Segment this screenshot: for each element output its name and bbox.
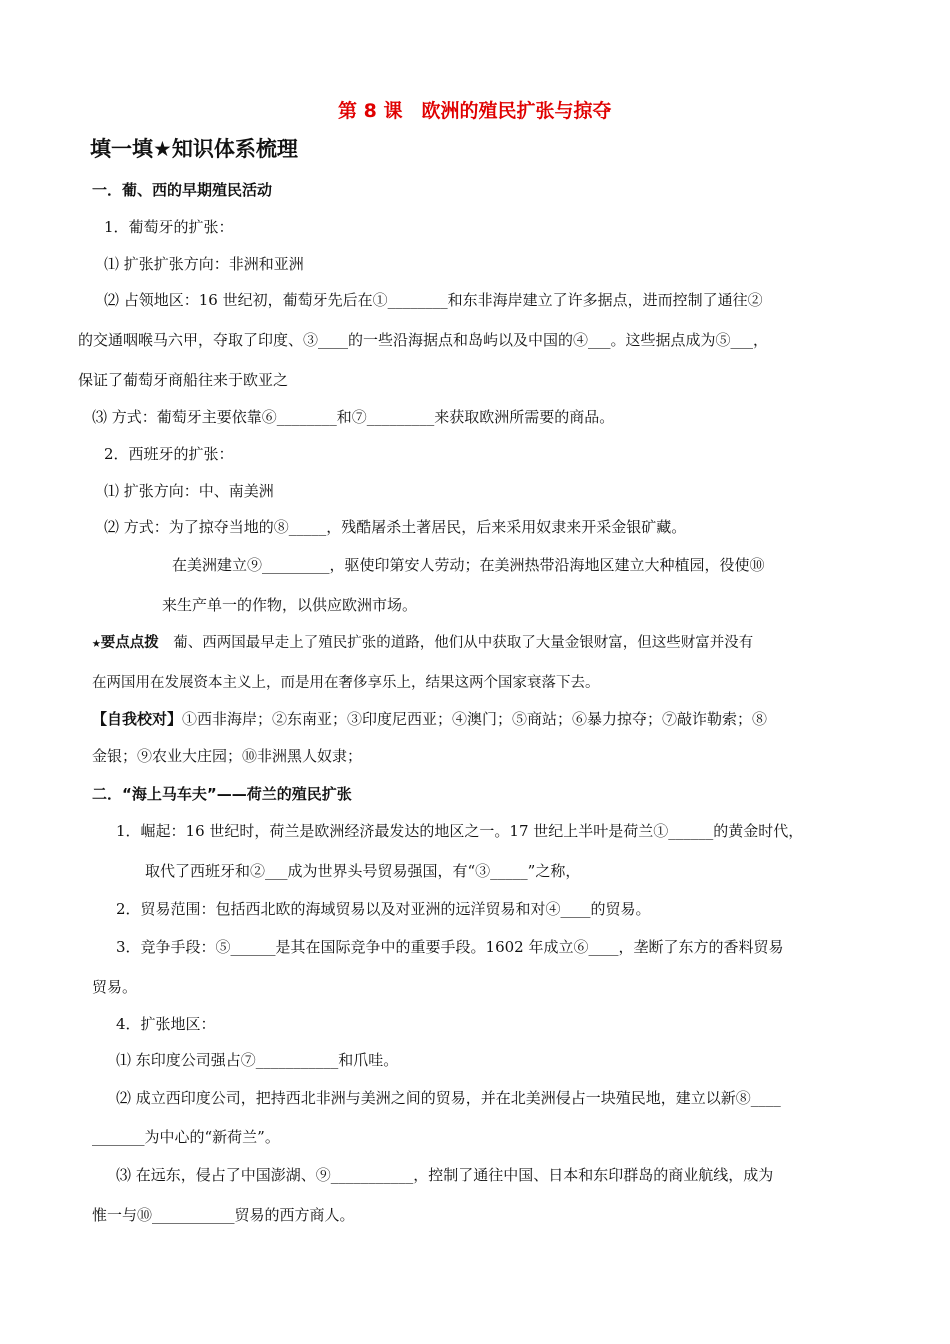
- portugal-direction: ⑴ 扩张扩张方向：非洲和亚洲: [104, 255, 304, 273]
- key-point-line-1: [92, 633, 753, 653]
- portugal-territory-line-1: ⑵ 占领地区：16 世纪初，葡萄牙先后在①________和东非海岸建立了许多据点，进而控制了通往②: [104, 291, 763, 309]
- trade-scope: 2．贸易范围：包括西北欧的海域贸易以及对亚洲的远洋贸易和对④____的贸易。: [116, 900, 651, 918]
- key-point-label: ★要点点拨: [92, 635, 159, 651]
- portugal-territory-line-3: 保证了葡萄牙商船往来于欧亚之: [78, 371, 289, 389]
- expansion-item-3-line-1: ⑶ 在远东，侵占了中国澎湖、⑨___________，控制了通往中国、日本和东印群岛的商业航线，成为: [116, 1166, 774, 1184]
- expansion-item-3-line-2: 惟一与⑩___________贸易的西方商人。: [92, 1206, 355, 1224]
- part2-heading: 二．“海上马车夫”——荷兰的殖民扩张: [92, 785, 352, 803]
- competition-line-2: 贸易。: [92, 978, 138, 996]
- expansion-item-2-line-2: _______为中心的“新荷兰”。: [92, 1128, 280, 1146]
- spain-method-line-3: 来生产单一的作物，以供应欧洲市场。: [162, 596, 418, 614]
- expansion-item-1: ⑴ 东印度公司强占⑦___________和爪哇。: [116, 1051, 399, 1069]
- rise-line-2: 取代了西班牙和②___成为世界头号贸易强国，有“③_____”之称，: [145, 862, 581, 880]
- rise-line-1: 1．崛起：16 世纪时，荷兰是欧洲经济最发达的地区之一。17 世纪上半叶是荷兰①______的黄金时代，: [116, 822, 804, 840]
- portugal-territory-line-2: 的交通咽喉马六甲，夺取了印度、③____的一些沿海据点和岛屿以及中国的④___。这些据点成为⑤___，: [78, 331, 769, 349]
- section-header: 填一填★知识体系梳理: [90, 137, 298, 161]
- lesson-title: 第 8 课 欧洲的殖民扩张与掠夺: [338, 100, 612, 122]
- spain-method-line-1: ⑵ 方式：为了掠夺当地的⑧_____，残酷屠杀土著居民，后来采用奴隶来开采金银矿藏。: [104, 518, 687, 536]
- self-check-label: 【自我校对】: [92, 710, 183, 728]
- spain-method-line-2: 在美洲建立⑨_________，驱使印第安人劳动；在美洲热带沿海地区建立大种植园，役使⑩: [172, 556, 765, 574]
- spain-direction: ⑴ 扩张方向：中、南美洲: [104, 482, 274, 500]
- self-check-line-2: 金银；⑨农业大庄园；⑩非洲黑人奴隶；: [92, 747, 363, 765]
- spain-title: 2．西班牙的扩张：: [104, 445, 234, 463]
- self-check-text: ①西非海岸；②东南亚；③印度尼西亚；④澳门；⑤商站；⑥暴力掠夺；⑦敲诈勒索；⑧: [182, 710, 768, 728]
- portugal-title: 1．葡萄牙的扩张：: [104, 218, 234, 236]
- competition-line-1: 3．竞争手段：⑤______是其在国际竞争中的重要手段。1602 年成立⑥____，垄断了东方的香料贸易: [116, 938, 784, 956]
- self-check-line-1: [92, 709, 767, 729]
- key-point-line-2: 在两国用在发展资本主义上，而是用在奢侈享乐上，结果这两个国家衰落下去。: [92, 675, 600, 691]
- part1-heading: 一．葡、西的早期殖民活动: [92, 181, 273, 199]
- portugal-method: ⑶ 方式：葡萄牙主要依靠⑥________和⑦_________来获取欧洲所需要的商品。: [92, 408, 615, 426]
- key-point-text: 葡、西两国最早走上了殖民扩张的道路，他们从中获取了大量金银财富，但这些财富并没有: [158, 635, 754, 651]
- expansion-item-2-line-1: ⑵ 成立西印度公司，把持西北非洲与美洲之间的贸易，并在北美洲侵占一块殖民地，建立以新⑧____: [116, 1089, 781, 1107]
- expansion-title: 4．扩张地区：: [116, 1015, 216, 1033]
